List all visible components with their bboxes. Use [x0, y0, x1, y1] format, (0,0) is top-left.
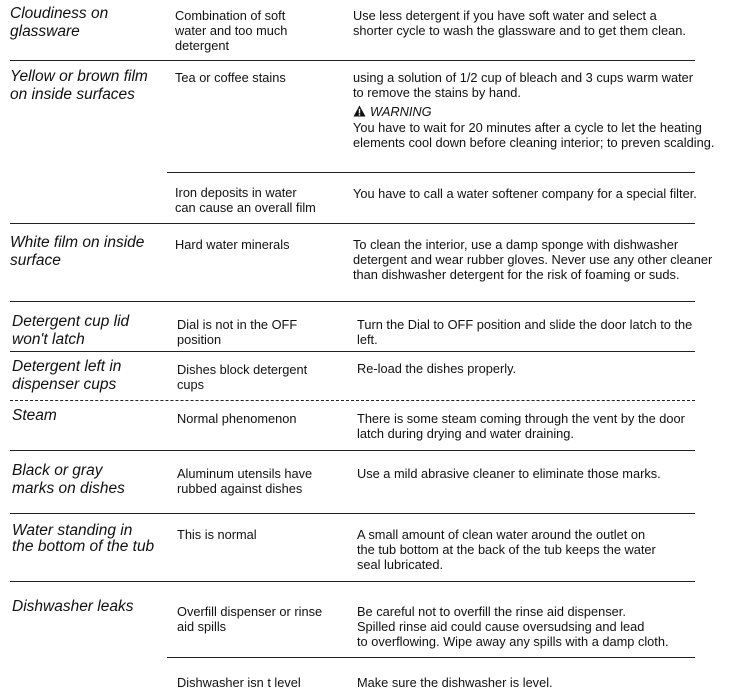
- problem-cup-lid: Detergent cup lid won't latch: [12, 313, 130, 348]
- warning-block: [353, 104, 432, 119]
- solution-softener: You have to call a water softener company for a special filter.: [353, 186, 697, 201]
- cause-hard-water: Hard water minerals: [175, 237, 290, 252]
- row-divider: [10, 60, 695, 61]
- cause-tea-stains: Tea or coffee stains: [175, 70, 286, 85]
- row-divider: [10, 301, 695, 302]
- cause-dial: Dial is not in the OFF position: [177, 317, 298, 347]
- cause-overfill: Overfill dispenser or rinse aid spills: [177, 604, 323, 634]
- warning-text: You have to wait for 20 minutes after a cycle to let the heating elements cool down before cleaning interior; to preven scalding.: [353, 120, 715, 150]
- row-divider: [10, 351, 695, 352]
- solution-reload: Re-load the dishes properly.: [357, 361, 517, 376]
- solution-clean-interior: To clean the interior, use a damp sponge with dishwasher detergent and wear rubber gloves. Never use any other cleaner than dishwasher detergent for the risk of foaming or suds.: [353, 237, 713, 282]
- row-divider: [10, 581, 695, 582]
- solution-level: Make sure the dishwasher is level.: [357, 675, 553, 690]
- solution-rinse-aid: Be careful not to overfill the rinse aid dispenser. Spilled rinse aid could cause oversudsing and lead to overflowing. Wipe away any spills with a damp cloth.: [357, 604, 669, 649]
- solution-clean-water: A small amount of clean water around the outlet on the tub bottom at the back of the tub keeps the water seal lubricated.: [357, 527, 656, 572]
- row-divider: [10, 450, 695, 451]
- row-divider: [167, 657, 695, 658]
- row-divider: [10, 400, 695, 401]
- solution-steam: There is some steam coming through the vent by the door latch during drying and water draining.: [357, 411, 685, 441]
- cause-dishes-block: Dishes block detergent cups: [177, 362, 308, 392]
- cause-this-is-normal: This is normal: [177, 527, 257, 542]
- problem-detergent-left: Detergent left in dispenser cups: [12, 358, 122, 393]
- problem-water-standing: Water standing in the bottom of the tub: [12, 522, 155, 555]
- solution-turn-dial: Turn the Dial to OFF position and slide the door latch to the left.: [357, 317, 693, 347]
- cause-normal-phenomenon: Normal phenomenon: [177, 411, 297, 426]
- problem-yellow-film: Yellow or brown film on inside surfaces: [10, 68, 148, 103]
- solution-cloudiness: Use less detergent if you have soft water and select a shorter cycle to wash the glassware and to get them clean.: [353, 8, 686, 38]
- row-divider: [167, 172, 695, 173]
- problem-cloudiness: Cloudiness on glassware: [10, 5, 109, 40]
- problem-steam: Steam: [12, 407, 57, 424]
- cause-iron: Iron deposits in water can cause an overall film: [175, 185, 316, 215]
- row-divider: [10, 513, 695, 514]
- solution-bleach: using a solution of 1/2 cup of bleach and 3 cups warm water to remove the stains by hand.: [353, 70, 694, 100]
- solution-abrasive: Use a mild abrasive cleaner to eliminate those marks.: [357, 466, 661, 481]
- warning-icon: [353, 105, 366, 117]
- problem-white-film: White film on inside surface: [10, 234, 145, 269]
- cause-cloudiness: Combination of soft water and too much detergent: [175, 8, 288, 53]
- problem-leaks: Dishwasher leaks: [12, 598, 134, 615]
- cause-not-level: Dishwasher isn t level: [177, 675, 301, 690]
- problem-marks: Black or gray marks on dishes: [12, 462, 125, 497]
- cause-aluminum: Aluminum utensils have rubbed against dishes: [177, 466, 313, 496]
- row-divider: [10, 223, 695, 224]
- warning-label: WARNING: [370, 104, 432, 119]
